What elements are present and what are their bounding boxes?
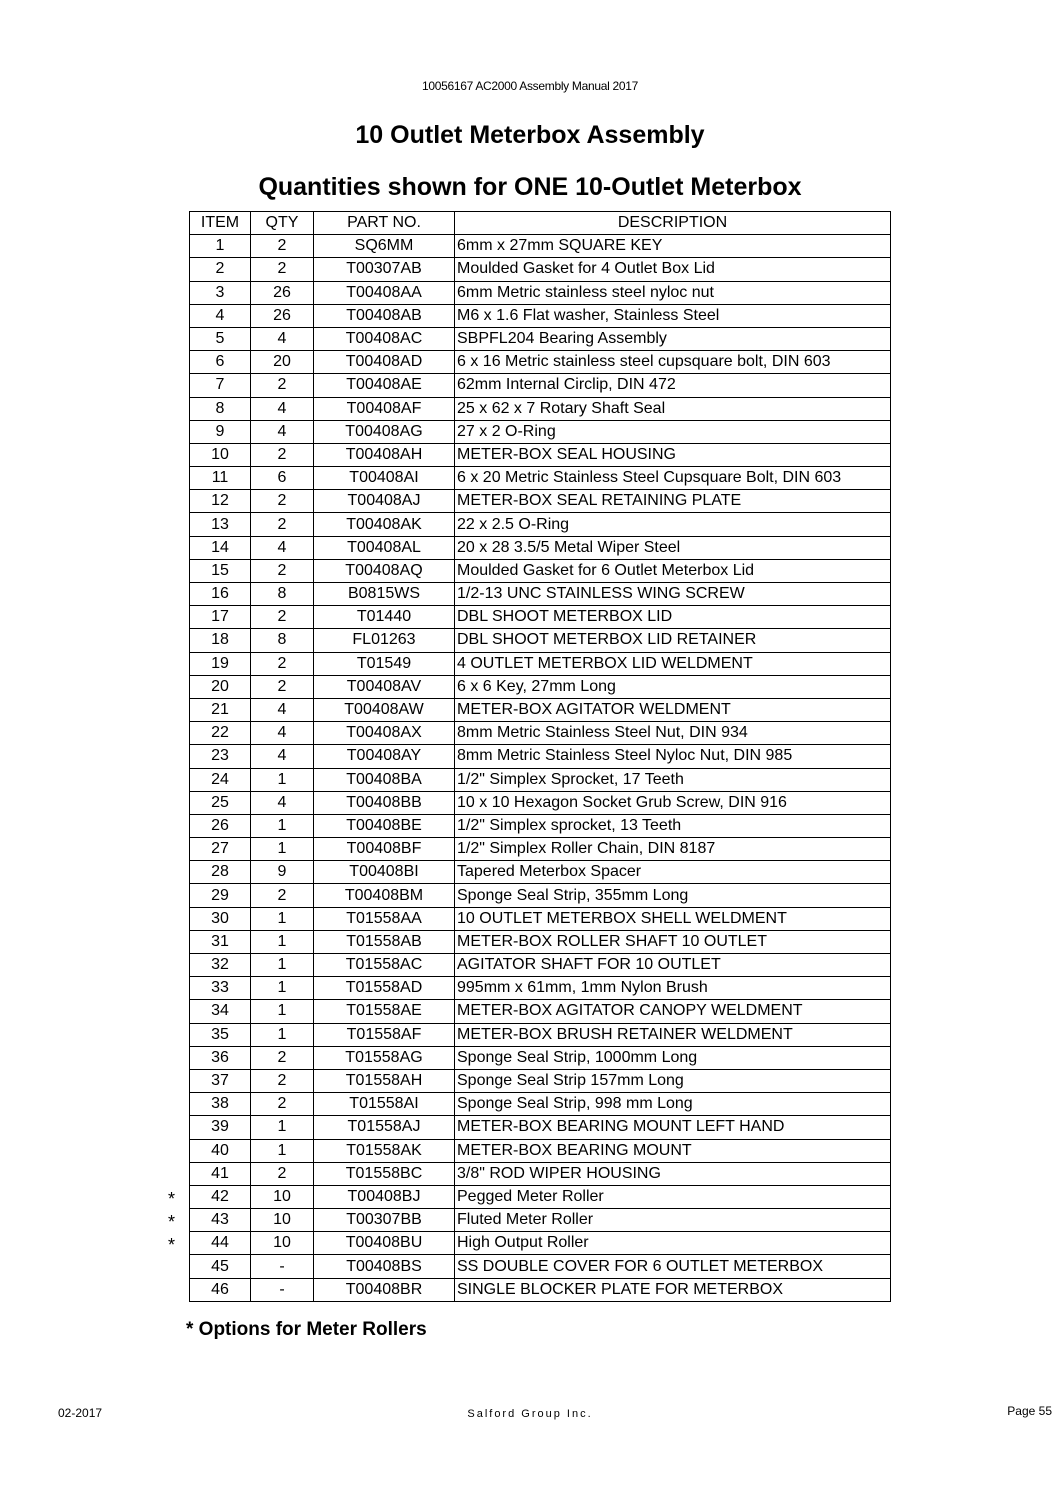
description-cell: METER-BOX BRUSH RETAINER WELDMENT <box>455 1023 891 1046</box>
table-row <box>190 420 891 443</box>
description-cell: 1/2" Simplex Sprocket, 17 Teeth <box>455 768 891 791</box>
description-cell: DBL SHOOT METERBOX LID <box>455 606 891 629</box>
item-number: 2 <box>215 260 225 278</box>
qty-cell: 1 <box>251 954 314 977</box>
qty-cell: 4 <box>251 791 314 814</box>
item-number: 6 <box>215 353 225 371</box>
item-cell <box>190 930 251 953</box>
item-cell <box>190 1069 251 1092</box>
item-cell <box>190 884 251 907</box>
table-row <box>190 814 891 837</box>
qty-cell: 9 <box>251 861 314 884</box>
item-number: 46 <box>211 1280 229 1298</box>
table-row <box>190 1116 891 1139</box>
options-note: * Options for Meter Rollers <box>186 1319 427 1340</box>
table-row <box>190 745 891 768</box>
qty-cell: 2 <box>251 559 314 582</box>
qty-cell: 2 <box>251 1069 314 1092</box>
manual-header-line: 10056167 AC2000 Assembly Manual 2017 <box>421 79 639 93</box>
item-number: 27 <box>211 840 229 858</box>
description-cell: 6 x 20 Metric Stainless Steel Cupsquare Bolt, DIN 603 <box>455 467 891 490</box>
qty-cell: 1 <box>251 838 314 861</box>
qty-cell: 2 <box>251 1046 314 1069</box>
qty-cell: 2 <box>251 675 314 698</box>
qty-cell: 4 <box>251 536 314 559</box>
table-row <box>190 351 891 374</box>
table-row <box>190 1162 891 1185</box>
part-number-cell: T00408BJ <box>314 1185 455 1208</box>
qty-cell: 10 <box>251 1232 314 1255</box>
item-cell <box>190 1139 251 1162</box>
part-number-cell: T00408AG <box>314 420 455 443</box>
option-marker: * <box>168 1212 176 1233</box>
item-cell <box>190 397 251 420</box>
part-number-cell: T00408AY <box>314 745 455 768</box>
table-row <box>190 954 891 977</box>
table-row <box>190 1000 891 1023</box>
part-number-cell: T00307AB <box>314 258 455 281</box>
description-cell: Sponge Seal Strip, 355mm Long <box>455 884 891 907</box>
qty-cell: 2 <box>251 884 314 907</box>
table-row <box>190 327 891 350</box>
qty-cell: 10 <box>251 1185 314 1208</box>
part-number-cell: T00408BM <box>314 884 455 907</box>
item-cell <box>190 374 251 397</box>
item-cell <box>190 954 251 977</box>
table-row <box>190 698 891 721</box>
item-cell <box>168 1185 251 1209</box>
item-cell <box>190 768 251 791</box>
part-number-cell: T00408AW <box>314 698 455 721</box>
item-cell <box>190 281 251 304</box>
item-number: 41 <box>211 1164 229 1182</box>
description-cell: METER-BOX AGITATOR CANOPY WELDMENT <box>455 1000 891 1023</box>
item-number: 30 <box>211 909 229 927</box>
item-number: 33 <box>211 979 229 997</box>
description-cell: METER-BOX SEAL HOUSING <box>455 443 891 466</box>
item-cell <box>190 652 251 675</box>
table-row <box>190 281 891 304</box>
part-number-cell: T00408BE <box>314 814 455 837</box>
table-row <box>190 1232 891 1255</box>
description-cell: 8mm Metric Stainless Steel Nyloc Nut, DIN 985 <box>455 745 891 768</box>
part-number-cell: T00408AQ <box>314 559 455 582</box>
item-number: 34 <box>211 1002 229 1020</box>
item-cell <box>190 814 251 837</box>
table-row <box>190 675 891 698</box>
table-row <box>190 1255 891 1278</box>
qty-cell: 2 <box>251 513 314 536</box>
item-number: 24 <box>211 770 229 788</box>
description-cell: METER-BOX BEARING MOUNT <box>455 1139 891 1162</box>
item-cell <box>190 304 251 327</box>
qty-cell: 8 <box>251 583 314 606</box>
qty-cell: 1 <box>251 930 314 953</box>
part-number-cell: T00408AE <box>314 374 455 397</box>
item-number: 13 <box>211 515 229 533</box>
part-number-cell: T00408AD <box>314 351 455 374</box>
description-cell: 1/2" Simplex Roller Chain, DIN 8187 <box>455 838 891 861</box>
table-row <box>190 1209 891 1232</box>
item-number: 25 <box>211 793 229 811</box>
item-number: 45 <box>211 1257 229 1275</box>
table-row <box>190 1139 891 1162</box>
parts-table-body <box>168 235 891 1302</box>
item-cell <box>190 629 251 652</box>
table-row <box>190 513 891 536</box>
description-cell: METER-BOX BEARING MOUNT LEFT HAND <box>455 1116 891 1139</box>
table-row <box>190 861 891 884</box>
part-number-cell: T01558AG <box>314 1046 455 1069</box>
part-number-cell: T00408BF <box>314 838 455 861</box>
qty-cell: - <box>251 1255 314 1278</box>
page-subtitle: Quantities shown for ONE 10-Outlet Meterbox <box>258 173 802 201</box>
item-cell <box>190 606 251 629</box>
table-row <box>190 374 891 397</box>
option-marker: * <box>168 1188 176 1209</box>
item-cell <box>190 490 251 513</box>
description-cell: Moulded Gasket for 6 Outlet Meterbox Lid <box>455 559 891 582</box>
item-cell <box>190 1023 251 1046</box>
item-cell <box>190 420 251 443</box>
part-number-cell: T01558AA <box>314 907 455 930</box>
item-number: 15 <box>211 561 229 579</box>
description-cell: Sponge Seal Strip, 1000mm Long <box>455 1046 891 1069</box>
item-number: 21 <box>211 701 229 719</box>
qty-cell: 1 <box>251 814 314 837</box>
item-cell <box>190 235 251 258</box>
item-cell <box>190 977 251 1000</box>
description-cell: 3/8" ROD WIPER HOUSING <box>455 1162 891 1185</box>
table-row <box>190 467 891 490</box>
table-row <box>190 1185 891 1208</box>
item-cell <box>190 1093 251 1116</box>
item-cell <box>190 258 251 281</box>
parts-table <box>168 211 891 1302</box>
footer-company: Salford Group Inc. <box>467 1408 593 1420</box>
item-number: 23 <box>211 747 229 765</box>
description-cell: 27 x 2 O-Ring <box>455 420 891 443</box>
part-number-cell: T01558AF <box>314 1023 455 1046</box>
part-number-cell: T01558AC <box>314 954 455 977</box>
option-marker: * <box>168 1235 176 1256</box>
table-row <box>190 443 891 466</box>
qty-cell: 26 <box>251 304 314 327</box>
qty-cell: 2 <box>251 1093 314 1116</box>
part-number-cell: T01558AH <box>314 1069 455 1092</box>
part-number-cell: T00408AK <box>314 513 455 536</box>
item-cell <box>190 838 251 861</box>
part-number-cell: T00408AJ <box>314 490 455 513</box>
part-number-cell: T00408AI <box>314 467 455 490</box>
description-cell: 1/2-13 UNC STAINLESS WING SCREW <box>455 583 891 606</box>
part-number-cell: T00408AV <box>314 675 455 698</box>
item-number: 16 <box>211 585 229 603</box>
part-number-cell: T01558AK <box>314 1139 455 1162</box>
item-number: 19 <box>211 654 229 672</box>
item-number: 10 <box>211 445 229 463</box>
table-row <box>190 1069 891 1092</box>
part-number-cell: T00408AA <box>314 281 455 304</box>
part-number-cell: T01558AE <box>314 1000 455 1023</box>
item-number: 26 <box>211 816 229 834</box>
item-number: 1 <box>215 237 225 255</box>
part-number-cell: T00408AL <box>314 536 455 559</box>
table-row <box>190 536 891 559</box>
description-cell: 10 x 10 Hexagon Socket Grub Screw, DIN 916 <box>455 791 891 814</box>
part-number-cell: T00408AC <box>314 327 455 350</box>
item-cell <box>190 559 251 582</box>
description-cell: METER-BOX ROLLER SHAFT 10 OUTLET <box>455 930 891 953</box>
part-number-cell: T01558BC <box>314 1162 455 1185</box>
item-number: 3 <box>215 283 225 301</box>
description-cell: AGITATOR SHAFT FOR 10 OUTLET <box>455 954 891 977</box>
item-number: 18 <box>211 631 229 649</box>
part-number-cell: T01558AJ <box>314 1116 455 1139</box>
qty-cell: 26 <box>251 281 314 304</box>
table-row <box>190 235 891 258</box>
item-cell <box>190 583 251 606</box>
description-cell: 6mm x 27mm SQUARE KEY <box>455 235 891 258</box>
qty-cell: 2 <box>251 374 314 397</box>
part-number-cell: T00408BR <box>314 1278 455 1301</box>
table-row <box>190 907 891 930</box>
qty-cell: 4 <box>251 397 314 420</box>
description-cell: 995mm x 61mm, 1mm Nylon Brush <box>455 977 891 1000</box>
qty-cell: 4 <box>251 745 314 768</box>
item-number: 14 <box>211 538 229 556</box>
item-cell <box>190 907 251 930</box>
description-cell: DBL SHOOT METERBOX LID RETAINER <box>455 629 891 652</box>
description-cell: Moulded Gasket for 4 Outlet Box Lid <box>455 258 891 281</box>
item-cell <box>190 513 251 536</box>
qty-cell: 1 <box>251 977 314 1000</box>
item-cell <box>190 1046 251 1069</box>
description-cell: SINGLE BLOCKER PLATE FOR METERBOX <box>455 1278 891 1301</box>
item-number: 35 <box>211 1025 229 1043</box>
description-cell: Sponge Seal Strip, 998 mm Long <box>455 1093 891 1116</box>
qty-cell: 1 <box>251 1000 314 1023</box>
item-number: 42 <box>211 1187 229 1205</box>
item-cell <box>190 1116 251 1139</box>
item-cell <box>190 722 251 745</box>
item-number: 12 <box>211 492 229 510</box>
part-number-cell: T01558AI <box>314 1093 455 1116</box>
column-header-description: DESCRIPTION <box>455 212 891 235</box>
description-cell: 25 x 62 x 7 Rotary Shaft Seal <box>455 397 891 420</box>
item-number: 20 <box>211 677 229 695</box>
table-row <box>190 722 891 745</box>
table-row <box>190 977 891 1000</box>
part-number-cell: T00408AH <box>314 443 455 466</box>
qty-cell: 2 <box>251 490 314 513</box>
part-number-cell: T00408BI <box>314 861 455 884</box>
table-row <box>190 930 891 953</box>
item-number: 9 <box>215 422 225 440</box>
qty-cell: 1 <box>251 768 314 791</box>
footer-page-number: Page 55 <box>1007 1404 1052 1418</box>
part-number-cell: T00408BB <box>314 791 455 814</box>
description-cell: Sponge Seal Strip 157mm Long <box>455 1069 891 1092</box>
item-cell <box>190 327 251 350</box>
item-cell <box>190 467 251 490</box>
item-number: 8 <box>215 399 225 417</box>
qty-cell: 10 <box>251 1209 314 1232</box>
item-cell <box>190 536 251 559</box>
qty-cell: 6 <box>251 467 314 490</box>
table-row <box>190 1093 891 1116</box>
item-number: 4 <box>215 306 225 324</box>
item-cell <box>190 443 251 466</box>
table-row <box>190 1278 891 1301</box>
qty-cell: 1 <box>251 1139 314 1162</box>
description-cell: High Output Roller <box>455 1232 891 1255</box>
description-cell: METER-BOX SEAL RETAINING PLATE <box>455 490 891 513</box>
qty-cell: 1 <box>251 1116 314 1139</box>
description-cell: 10 OUTLET METERBOX SHELL WELDMENT <box>455 907 891 930</box>
column-header-part-no: PART NO. <box>314 212 455 235</box>
item-number: 29 <box>211 886 229 904</box>
part-number-cell: B0815WS <box>314 583 455 606</box>
item-number: 38 <box>211 1095 229 1113</box>
table-header-row <box>190 212 891 235</box>
table-row <box>190 258 891 281</box>
table-row <box>190 304 891 327</box>
page-title: 10 Outlet Meterbox Assembly <box>355 121 705 149</box>
description-cell: 22 x 2.5 O-Ring <box>455 513 891 536</box>
description-cell: M6 x 1.6 Flat washer, Stainless Steel <box>455 304 891 327</box>
table-row <box>190 652 891 675</box>
part-number-cell: T00408AB <box>314 304 455 327</box>
part-number-cell: T01558AB <box>314 930 455 953</box>
qty-cell: 1 <box>251 907 314 930</box>
item-cell <box>190 698 251 721</box>
item-cell <box>190 351 251 374</box>
item-number: 39 <box>211 1118 229 1136</box>
item-number: 40 <box>211 1141 229 1159</box>
item-number: 43 <box>211 1211 229 1229</box>
item-number: 32 <box>211 956 229 974</box>
part-number-cell: T01549 <box>314 652 455 675</box>
item-number: 11 <box>211 469 229 487</box>
column-header-item: ITEM <box>190 212 251 235</box>
qty-cell: 2 <box>251 652 314 675</box>
part-number-cell: T00408AF <box>314 397 455 420</box>
item-number: 44 <box>211 1234 229 1252</box>
item-number: 28 <box>211 863 229 881</box>
item-number: 37 <box>211 1072 229 1090</box>
item-cell <box>190 1162 251 1185</box>
item-cell <box>190 861 251 884</box>
qty-cell: 20 <box>251 351 314 374</box>
item-number: 36 <box>211 1048 229 1066</box>
qty-cell: 4 <box>251 420 314 443</box>
qty-cell: 2 <box>251 1162 314 1185</box>
part-number-cell: T00408BA <box>314 768 455 791</box>
table-row <box>190 629 891 652</box>
description-cell: 1/2" Simplex sprocket, 13 Teeth <box>455 814 891 837</box>
item-cell <box>190 745 251 768</box>
qty-cell: 1 <box>251 1023 314 1046</box>
description-cell: 4 OUTLET METERBOX LID WELDMENT <box>455 652 891 675</box>
item-cell <box>190 1278 251 1301</box>
part-number-cell: T00408AX <box>314 722 455 745</box>
item-number: 22 <box>211 724 229 742</box>
description-cell: SS DOUBLE COVER FOR 6 OUTLET METERBOX <box>455 1255 891 1278</box>
qty-cell: 4 <box>251 722 314 745</box>
item-number: 7 <box>215 376 225 394</box>
part-number-cell: FL01263 <box>314 629 455 652</box>
description-cell: Fluted Meter Roller <box>455 1209 891 1232</box>
part-number-cell: SQ6MM <box>314 235 455 258</box>
part-number-cell: T00307BB <box>314 1209 455 1232</box>
table-row <box>190 490 891 513</box>
qty-cell: 2 <box>251 258 314 281</box>
qty-cell: 8 <box>251 629 314 652</box>
item-cell <box>190 1000 251 1023</box>
table-row <box>190 1023 891 1046</box>
column-header-qty: QTY <box>251 212 314 235</box>
part-number-cell: T00408BS <box>314 1255 455 1278</box>
qty-cell: - <box>251 1278 314 1301</box>
part-number-cell: T00408BU <box>314 1232 455 1255</box>
table-row <box>190 606 891 629</box>
description-cell: Pegged Meter Roller <box>455 1185 891 1208</box>
part-number-cell: T01440 <box>314 606 455 629</box>
description-cell: 62mm Internal Circlip, DIN 472 <box>455 374 891 397</box>
description-cell: 20 x 28 3.5/5 Metal Wiper Steel <box>455 536 891 559</box>
qty-cell: 4 <box>251 327 314 350</box>
qty-cell: 2 <box>251 606 314 629</box>
description-cell: 6 x 6 Key, 27mm Long <box>455 675 891 698</box>
item-cell <box>190 791 251 814</box>
table-row <box>190 768 891 791</box>
footer-date: 02-2017 <box>58 1406 103 1420</box>
item-cell <box>168 1232 251 1256</box>
table-row <box>190 791 891 814</box>
table-row <box>190 884 891 907</box>
part-number-cell: T01558AD <box>314 977 455 1000</box>
description-cell: SBPFL204 Bearing Assembly <box>455 327 891 350</box>
description-cell: METER-BOX AGITATOR WELDMENT <box>455 698 891 721</box>
item-number: 5 <box>215 330 225 348</box>
description-cell: 6 x 16 Metric stainless steel cupsquare bolt, DIN 603 <box>455 351 891 374</box>
qty-cell: 2 <box>251 235 314 258</box>
table-row <box>190 838 891 861</box>
item-cell <box>168 1209 251 1233</box>
table-row <box>190 397 891 420</box>
description-cell: Tapered Meterbox Spacer <box>455 861 891 884</box>
description-cell: 6mm Metric stainless steel nyloc nut <box>455 281 891 304</box>
table-row <box>190 583 891 606</box>
qty-cell: 2 <box>251 443 314 466</box>
table-row <box>190 559 891 582</box>
item-number: 17 <box>211 608 229 626</box>
item-number: 31 <box>211 932 229 950</box>
item-cell <box>190 675 251 698</box>
table-row <box>190 1046 891 1069</box>
item-cell <box>190 1255 251 1278</box>
qty-cell: 4 <box>251 698 314 721</box>
description-cell: 8mm Metric Stainless Steel Nut, DIN 934 <box>455 722 891 745</box>
